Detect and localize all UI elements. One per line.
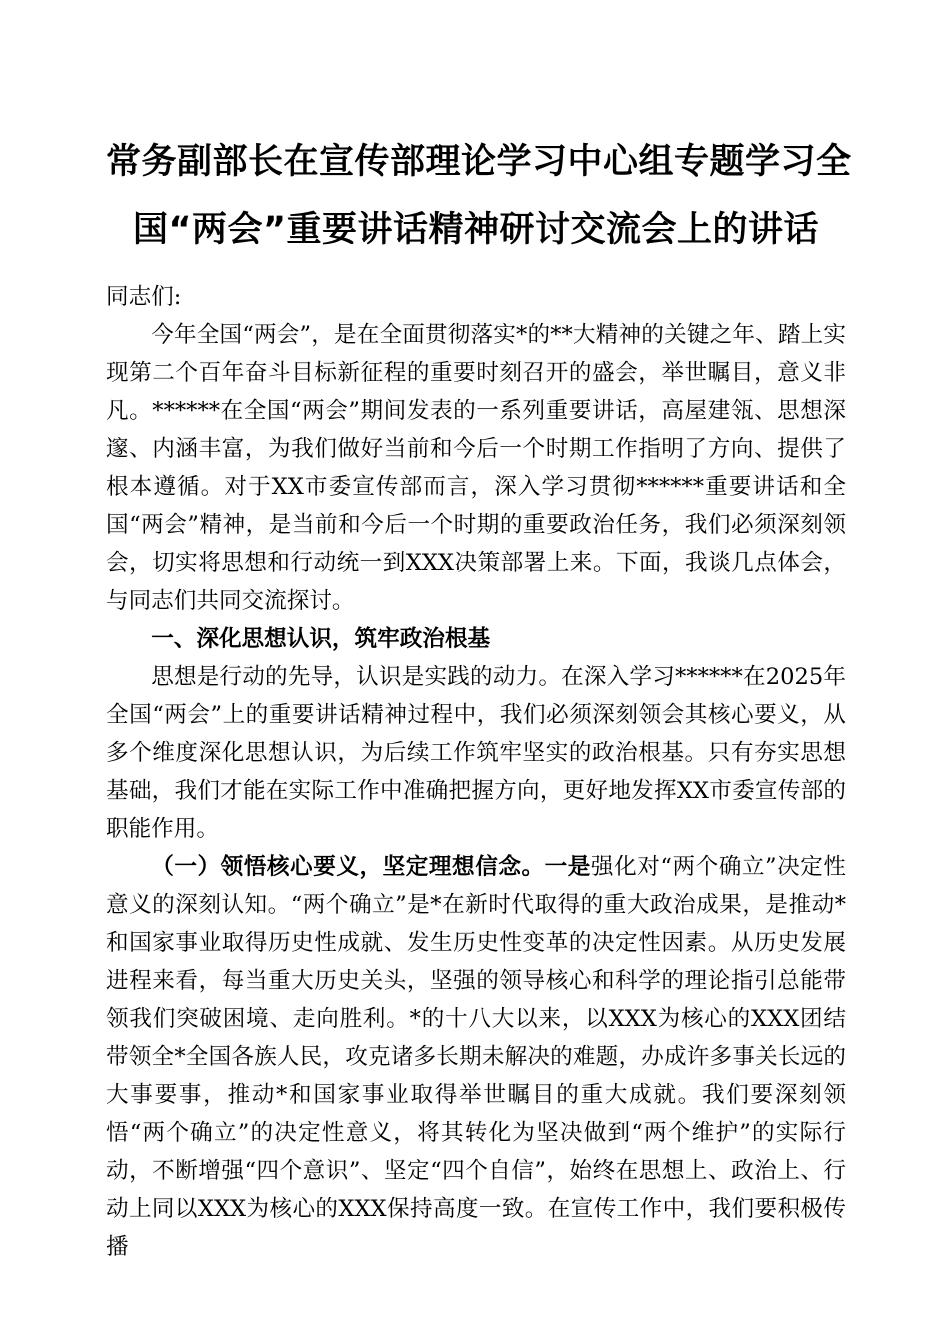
- point-lead-1: 一是: [544, 854, 591, 880]
- paragraph-intro: 今年全国“两会”，是在全面贯彻落实*的**大精神的关键之年、踏上实现第二个百年奋斗目标新征程的重要时刻召开的盛会，举世瞩目，意义非凡。******在全国“两会”期间发表的一系列重要讲话，高屋建瓴、思想深邃、内涵丰富，为我们做好当前和今后一个时期工作指明了方向、提供了根本遵循。对于XX市委宣传部而言，深入学习贯彻******重要讲话和全国“两会”精神，是当前和今后一个时期的重要政治任务，我们必须深刻领会，切实将思想和行动统一到XXX决策部署上来。下面，我谈几点体会，与同志们共同交流探讨。: [106, 322, 846, 614]
- document-body: [106, 278, 846, 1266]
- subsection-heading-1: （一）领悟核心要义，坚定理想信念。: [151, 854, 545, 880]
- document-title: [106, 128, 852, 264]
- paragraph-subsection-1: [106, 848, 846, 1266]
- point-text-1: 强化对“两个确立”决定性意义的深刻认知。“两个确立”是*在新时代取得的重大政治成果，是推动*和国家事业取得历史性成就、发生历史性变革的决定性因素。从历史发展进程来看，每当重大历史关头，坚强的领导核心和科学的理论指引总能带领我们突破困境、走向胜利。*的十八大以来，以XXX为核心的XXX团结带领全*全国各族人民，攻克诸多长期未解决的难题，办成许多事关长远的大事要事，推动*和国家事业取得举世瞩目的重大成就。我们要深刻领悟“两个确立”的决定性意义，将其转化为坚决做到“两个维护”的实际行动，不断增强“四个意识”、坚定“四个自信”，始终在思想上、政治上、行动上同以XXX为核心的XXX保持高度一致。在宣传工作中，我们要积极传播: [106, 854, 847, 1260]
- document-page: [106, 128, 852, 1266]
- salutation: 同志们:: [106, 284, 182, 310]
- title-line-2: 国“两会”重要讲话精神研讨交流会上的讲话: [132, 210, 819, 250]
- paragraph-section-1: 思想是行动的先导，认识是实践的动力。在深入学习******在2025年全国“两会”上的重要讲话精神过程中，我们必须深刻领会其核心要义，从多个维度深化思想认识，为后续工作筑牢坚实的政治根基。只有夯实思想基础，我们才能在实际工作中准确把握方向，更好地发挥XX市委宣传部的职能作用。: [106, 664, 846, 842]
- title-line-1: 常务副部长在宣传部理论学习中心组专题学习全: [106, 142, 852, 182]
- section-heading-1: 一、深化思想认识，筑牢政治根基: [151, 626, 491, 652]
